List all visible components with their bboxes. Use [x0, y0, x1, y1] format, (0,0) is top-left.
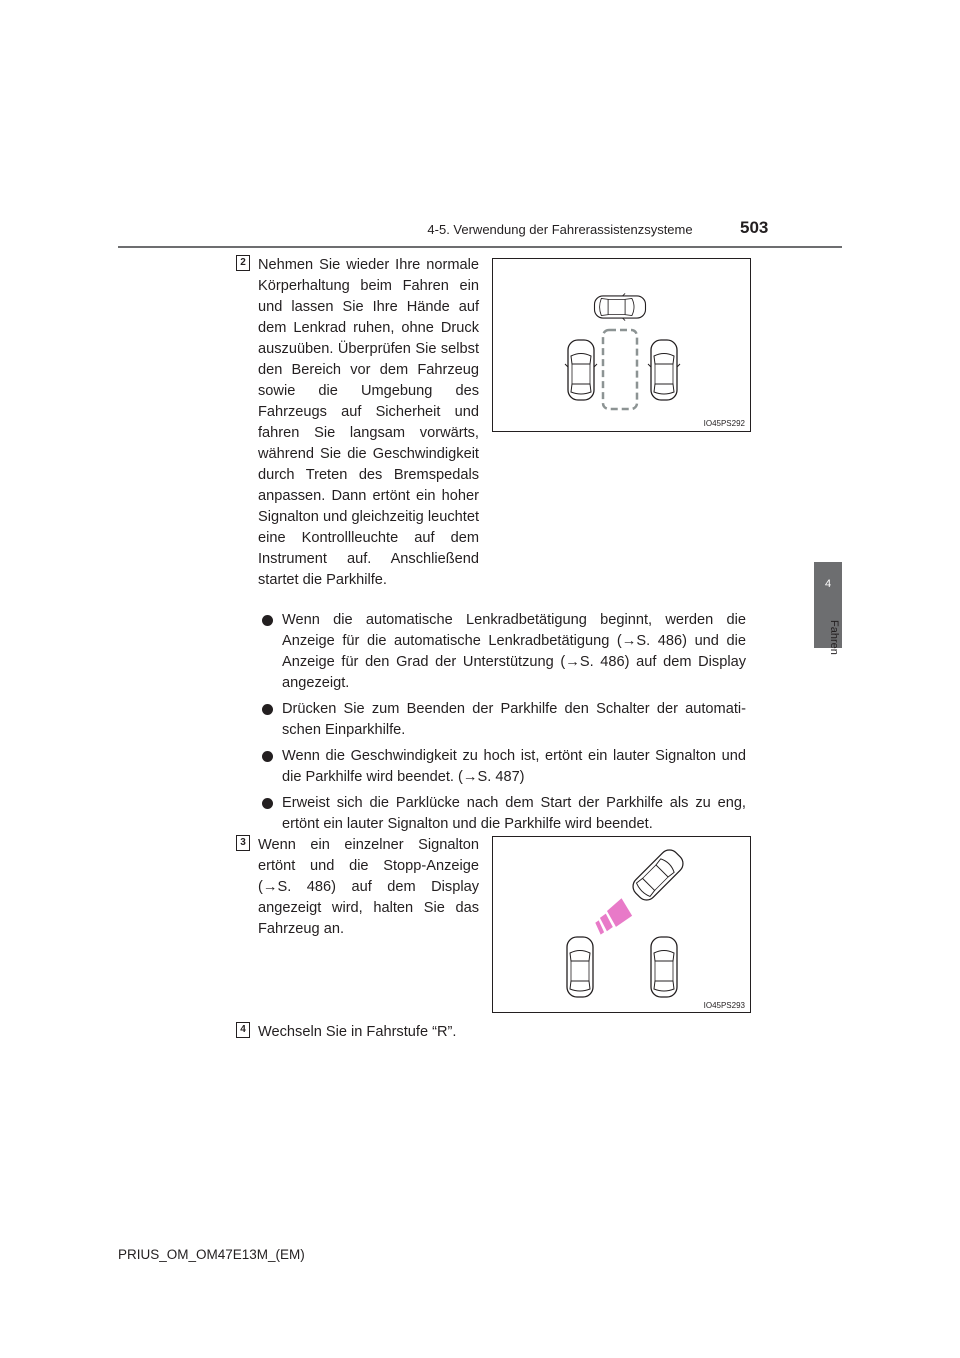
parked-car-left [565, 340, 597, 400]
step-2-text: Nehmen Sie wieder Ihre normale Körperhaltung beim Fahren ein und lassen Sie Ihre Hände auf dem Lenkrad ruhen, ohne Druck auszuüben. Überprüfen Sie selbst den Bereich vor dem Fahrzeug sowie die Umgebung des Fahrzeugs auf Sicherheit und fahren Sie langsam vorwärts, während Sie die Geschwindigkeit durch Treten des Bremspedals anpassen. Dann ertönt ein hoher Signalton und gleichzeitig leuchtet eine Kontrollleuchte auf dem Instrument auf. Anschließend startet die Parkhilfe. [258, 257, 479, 588]
bullet-icon [262, 615, 273, 626]
own-car [595, 293, 646, 320]
figure-id: IO45PS293 [703, 1001, 745, 1010]
bullet-icon [262, 751, 273, 762]
header-rule [118, 246, 842, 248]
step-3-text: Wenn ein einzelner Signalton ertönt und die Stopp-Anzeige (→S. 486) auf dem Display angezeigt wird, halten Sie das Fahrzeug an. [258, 837, 479, 937]
section-header: 4-5. Verwendung der Fahrerassistenzsysteme [427, 222, 693, 237]
document-code: PRIUS_OM_OM47E13M_(EM) [118, 1247, 305, 1262]
bullet-icon [262, 798, 273, 809]
chapter-number: 4 [824, 578, 832, 590]
note-item: Drücken Sie zum Beenden der Parkhilfe den Schalter der automatischen Einparkhilfe. [262, 699, 746, 741]
parked-car-right [651, 937, 677, 997]
parked-car-right [648, 340, 680, 400]
note-item: Erweist sich die Parklücke nach dem Start der Parkhilfe als zu eng, ertönt ein lauter Signalton und die Parkhilfe wird beendet. [262, 793, 746, 835]
reverse-arrow-icon [591, 897, 635, 935]
parking-illustration-2 [493, 837, 750, 1012]
step-4-badge: 4 [236, 1022, 250, 1038]
note-item: Wenn die Geschwindigkeit zu hoch ist, ertönt ein lauter Signalton und die Parkhilfe wird beendet. (→S. 487) [262, 746, 746, 788]
step-4-text: Wechseln Sie in Fahrstufe “R”. [258, 1024, 457, 1040]
figure-parking-start [492, 258, 751, 432]
chapter-label: Fahren [828, 620, 840, 655]
own-car-angled [629, 846, 687, 904]
note-item: Wenn die automatische Lenkradbetätigung beginnt, werden die Anzeige für die automatische Lenkradbetätigung (→S. 486) und die Anzeige für den Grad der Unterstützung (→S. 486) auf dem Display angezeigt. [262, 610, 746, 694]
figure-id: IO45PS292 [703, 419, 745, 428]
bullet-icon [262, 704, 273, 715]
step-2-badge: 2 [236, 255, 250, 271]
parked-car-left [567, 937, 593, 997]
parking-illustration-1 [493, 259, 750, 431]
notes-list [262, 610, 746, 840]
figure-stop-prompt [492, 836, 751, 1013]
target-parking-space [603, 330, 637, 409]
page-number: 503 [740, 218, 769, 237]
step-3-badge: 3 [236, 835, 250, 851]
